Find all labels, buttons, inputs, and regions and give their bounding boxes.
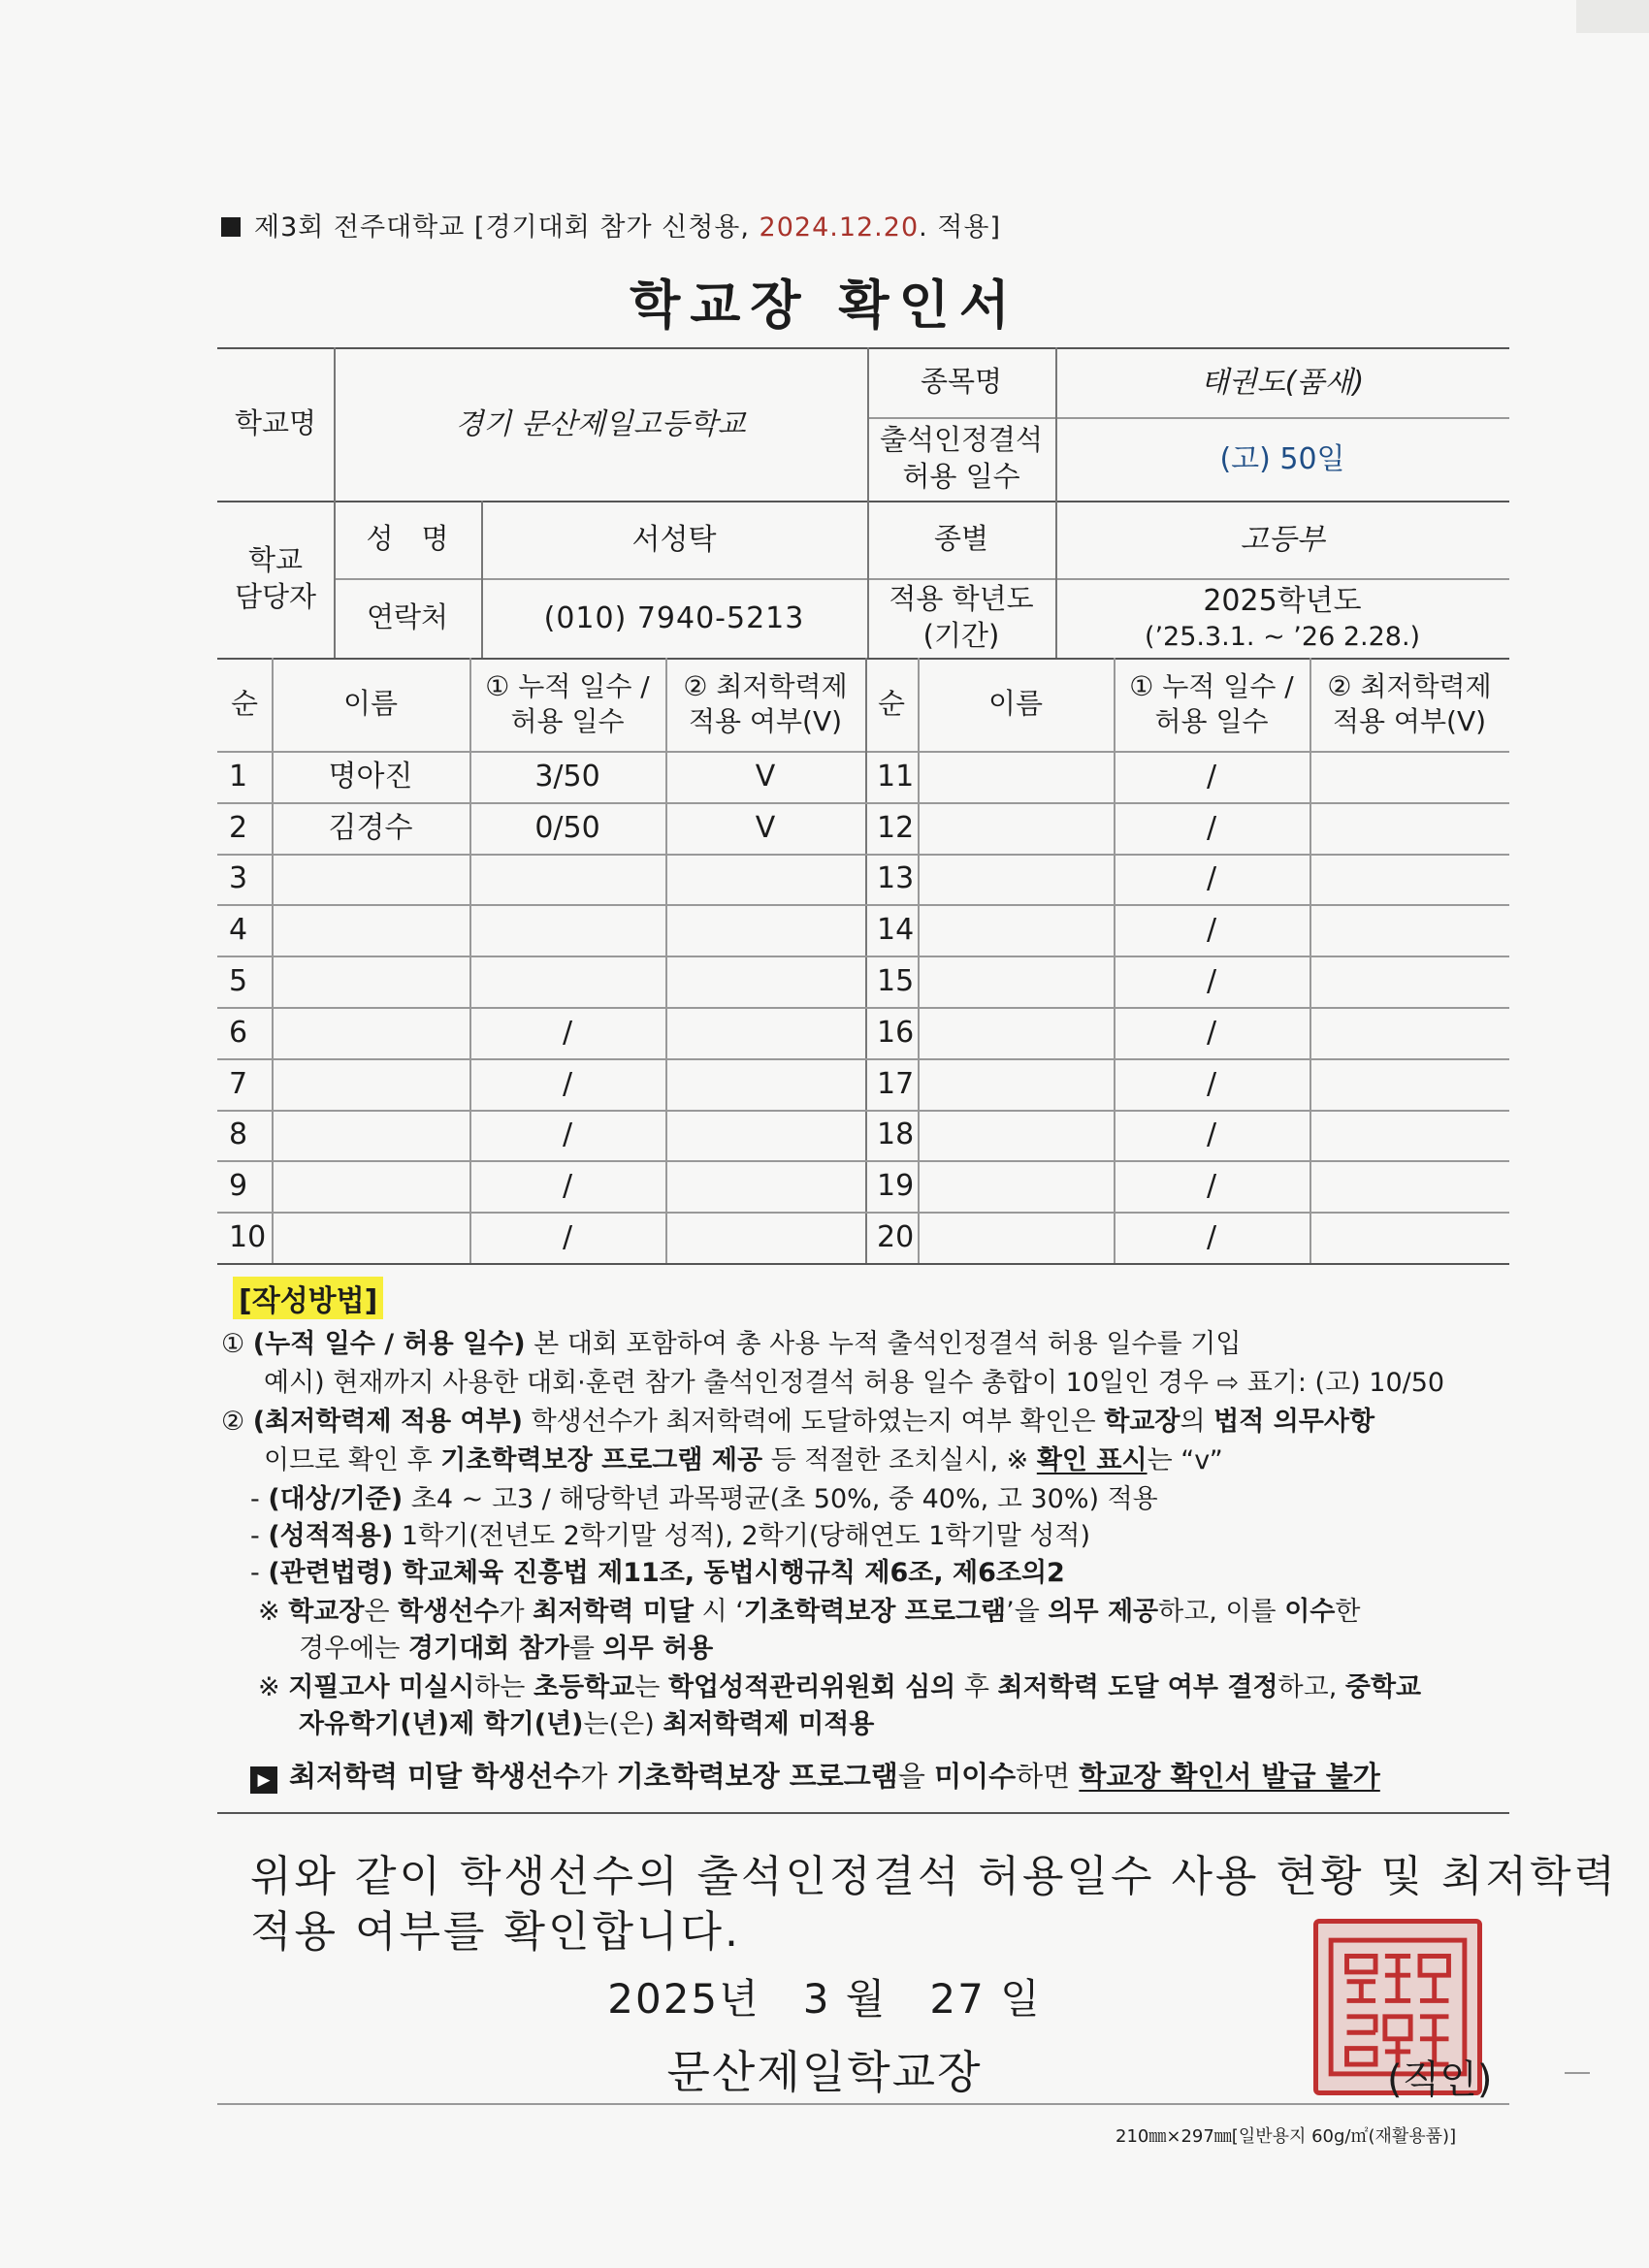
arrow-box-icon: ▶: [250, 1766, 277, 1794]
table-cell-check: [1310, 1007, 1509, 1058]
table-cell-check: [1310, 956, 1509, 1007]
year-label-line1: 적용 학년도: [889, 582, 1034, 616]
col-no-header: 순: [230, 687, 258, 721]
table-cell-no: 17: [877, 1066, 915, 1101]
table-cell-days: /: [1206, 1169, 1217, 1204]
name-value: 서성탁: [631, 522, 717, 557]
table-cell-no: 7: [229, 1066, 248, 1101]
t: 은: [364, 1597, 399, 1627]
header-date: 2024.12.20: [759, 212, 920, 243]
table-cell-check: [1310, 802, 1509, 854]
t: 지필고사 미실시: [288, 1672, 475, 1702]
year-label: [867, 578, 1055, 658]
table-cell-check: [1310, 1212, 1509, 1263]
principal-name: 문산제일학교장: [666, 2046, 983, 2098]
table-cell-no: 20: [877, 1220, 915, 1255]
t: 최저학력 미달 학생선수: [289, 1760, 581, 1793]
table-cell-days: 0/50: [534, 810, 600, 845]
t: 시 ‘: [694, 1597, 744, 1627]
table-cell-name: 김경수: [328, 810, 413, 845]
table-cell-check: [665, 1110, 865, 1161]
table-cell-check: [1310, 1110, 1509, 1161]
t: 최저학력제 미적용: [663, 1709, 875, 1739]
howto-line-8: [258, 1597, 1360, 1628]
table-cell-name: [272, 1110, 469, 1161]
col-min-line2: 적용 여부(V): [1332, 705, 1487, 737]
t: 가: [499, 1597, 534, 1627]
class-label: 종별: [933, 522, 989, 556]
scan-corner: [1576, 0, 1649, 33]
event-value: 태권도(품새): [1200, 365, 1365, 400]
table-cell-no: 9: [229, 1169, 248, 1204]
t: -: [250, 1521, 269, 1551]
t: 경기대회 참가: [407, 1634, 569, 1664]
table-cell-name: [272, 904, 469, 956]
t: 기초학력보장 프로그램: [743, 1597, 1007, 1627]
notice-line: [250, 1760, 1380, 1794]
manager-label-line2: 담당자: [234, 580, 317, 613]
square-bullet-icon: [221, 217, 241, 237]
table-cell-name: [918, 751, 1114, 802]
t: (누적 일수 / 허용 일수): [252, 1329, 526, 1359]
table-cell-no: 3: [229, 861, 248, 896]
table-cell-check: V: [755, 759, 776, 794]
t: 한: [1335, 1597, 1361, 1627]
t: 하면: [1016, 1760, 1080, 1793]
contact-label: 연락처: [366, 600, 449, 634]
col-days-line1: ① 누적 일수 /: [1129, 669, 1294, 702]
col-min-header: [665, 658, 865, 751]
t: 후: [955, 1672, 998, 1702]
col-days-line1: ① 누적 일수 /: [485, 669, 650, 702]
header-suffix: . 적용]: [919, 212, 1001, 243]
howto-line-11: [299, 1709, 874, 1740]
table-cell-days: /: [1206, 1015, 1217, 1050]
year-value: [1055, 578, 1509, 658]
table-cell-no: 11: [877, 759, 915, 794]
table-cell-name: [918, 802, 1114, 854]
t: 이수: [1284, 1597, 1336, 1627]
table-cell-check: [665, 1160, 865, 1212]
school-label: 학교명: [234, 406, 317, 440]
howto-line-6: [250, 1521, 1090, 1552]
table-cell-check: [665, 854, 865, 905]
t: 이므로 확인 후: [264, 1445, 441, 1475]
rule: [217, 1263, 1509, 1265]
table-cell-check: [665, 956, 865, 1007]
t: 을: [897, 1760, 935, 1793]
school-value: 경기 문산제일고등학교: [455, 406, 746, 441]
table-cell-no: 8: [229, 1118, 248, 1152]
table-cell-check: [665, 1058, 865, 1110]
t: 는 “v”: [1147, 1445, 1223, 1475]
howto-heading: [작성방법]: [233, 1277, 383, 1319]
col-days-header-right: [1114, 658, 1310, 751]
table-cell-name: [918, 1212, 1114, 1263]
table-cell-no: 6: [229, 1015, 248, 1050]
table-cell-name: [272, 854, 469, 905]
table-cell-check: [1310, 904, 1509, 956]
col-min-line2: 적용 여부(V): [688, 705, 843, 737]
header-line: [221, 206, 1001, 243]
howto-line-3: [221, 1407, 1374, 1438]
t: (최저학력제 적용 여부): [252, 1407, 524, 1437]
col-min-header-right: [1310, 658, 1509, 751]
t: 하는: [474, 1672, 534, 1702]
table-cell-days: /: [1206, 861, 1217, 896]
howto-line-7: [250, 1558, 1065, 1589]
table-cell-check: [1310, 751, 1509, 802]
t: 의무 허용: [602, 1634, 714, 1664]
table-cell-days: /: [562, 1066, 573, 1101]
table-cell-days: /: [562, 1169, 573, 1204]
t: 학교장: [288, 1597, 365, 1627]
table-cell-days: [469, 854, 665, 905]
rule: [217, 2103, 1509, 2105]
t: ※: [258, 1672, 289, 1702]
table-cell-check: [1310, 1160, 1509, 1212]
howto-line-4: [264, 1445, 1223, 1476]
t: -: [250, 1484, 269, 1514]
table-cell-name: [272, 1212, 469, 1263]
howto-line-9: [299, 1634, 713, 1665]
page-title: 학교장 확인서: [630, 275, 1019, 336]
table-cell-days: /: [1206, 759, 1217, 794]
table-cell-name: [918, 904, 1114, 956]
t: 하고,: [1277, 1672, 1345, 1702]
t: 기초학력보장 프로그램: [616, 1760, 898, 1793]
table-cell-no: 16: [877, 1015, 915, 1050]
t: (관련법령) 학교체육 진흥법 제11조, 동법시행규칙 제6조, 제6조의2: [268, 1558, 1065, 1588]
t: 가: [580, 1760, 617, 1793]
table-cell-check: [665, 1007, 865, 1058]
contact-value: (010) 7940-5213: [543, 600, 805, 635]
t: ①: [221, 1329, 253, 1359]
col-name-header-right: 이름: [987, 687, 1044, 721]
manager-label-line1: 학교: [247, 543, 304, 577]
table-cell-name: [272, 1007, 469, 1058]
table-cell-name: 명아진: [328, 759, 413, 794]
col-no-header-right: 순: [877, 687, 905, 721]
table-cell-name: [918, 956, 1114, 1007]
table-cell-name: [272, 956, 469, 1007]
table-cell-days: /: [1206, 810, 1217, 845]
t: 1학기(전년도 2학기말 성적), 2학기(당해연도 1학기말 성적): [393, 1521, 1090, 1551]
table-cell-days: /: [562, 1015, 573, 1050]
event-label: 종목명: [920, 365, 1003, 399]
table-cell-no: 4: [229, 913, 248, 948]
t: 최저학력 미달: [533, 1597, 695, 1627]
col-name-header: 이름: [342, 687, 399, 721]
table-cell-name: [918, 1160, 1114, 1212]
col-days-line2: 허용 일수: [1154, 705, 1269, 737]
t: 학교장 확인서 발급 불가: [1079, 1760, 1380, 1793]
paper-spec-note: 210㎜×297㎜[일반용지 60g/㎡(재활용품)]: [1116, 2126, 1457, 2147]
howto-line-5: [250, 1484, 1158, 1515]
t: ’을: [1006, 1597, 1049, 1627]
table-cell-no: 15: [877, 964, 915, 999]
table-cell-days: [469, 904, 665, 956]
t: 본 대회 포함하여 총 사용 누적 출석인정결석 허용 일수를 기입: [525, 1329, 1242, 1359]
table-cell-check: V: [755, 810, 776, 845]
table-cell-name: [272, 1160, 469, 1212]
t: 초4 ~ 고3 / 해당학년 과목평균(초 50%, 중 40%, 고 30%) 적용: [403, 1484, 1158, 1514]
table-cell-no: 19: [877, 1169, 915, 1204]
table-cell-no: 5: [229, 964, 248, 999]
t: 최저학력 도달 여부 결정: [997, 1672, 1278, 1702]
t: 의무 제공: [1048, 1597, 1159, 1627]
t: 초등학교: [533, 1672, 635, 1702]
confirm-date: 2025년 3 월 27 일: [607, 1975, 1042, 2023]
t: 학생선수가 최저학력에 도달하였는지 여부 확인은: [523, 1407, 1105, 1437]
year-label-line2: (기간): [922, 619, 1000, 652]
allow-label-line1: 출석인정결석: [879, 423, 1044, 457]
table-cell-days: /: [1206, 913, 1217, 948]
table-cell-no: 14: [877, 913, 915, 948]
t: (성적적용): [268, 1521, 394, 1551]
howto-line-10: [258, 1672, 1421, 1703]
col-min-line1: ② 최저학력제: [1327, 669, 1492, 702]
t: -: [250, 1558, 269, 1588]
table-cell-name: [272, 1058, 469, 1110]
col-days-header: [469, 658, 665, 751]
manager-label: [217, 501, 334, 658]
t: 학생선수: [398, 1597, 500, 1627]
table-cell-days: /: [1206, 1066, 1217, 1101]
howto-line-1: [221, 1329, 1241, 1360]
t: ②: [221, 1407, 253, 1437]
col-min-line1: ② 최저학력제: [683, 669, 848, 702]
t: 확인 표시: [1036, 1445, 1148, 1475]
allow-label: [867, 417, 1055, 501]
table-cell-check: [665, 904, 865, 956]
table-cell-days: [469, 956, 665, 1007]
t: (대상/기준): [268, 1484, 404, 1514]
t: 학업성적관리위원회 심의: [667, 1672, 956, 1702]
rule: [217, 1812, 1509, 1814]
howto-line-2: 예시) 현재까지 사용한 대회·훈련 참가 출석인정결석 허용 일수 총합이 10일인 경우 ⇨ 표기: (고) 10/50: [264, 1368, 1445, 1398]
t: 는(은): [583, 1709, 663, 1739]
table-cell-name: [918, 1058, 1114, 1110]
table-cell-no: 10: [229, 1220, 267, 1255]
table-cell-no: 13: [877, 861, 915, 896]
margin-mark: [1565, 2072, 1590, 2074]
header-prefix: 제3회 전주대학교 [경기대회 참가 신청용,: [254, 212, 760, 243]
t: 학교장: [1104, 1407, 1180, 1437]
table-cell-days: /: [1206, 1220, 1217, 1255]
t: 자유학기(년)제 학기(년): [299, 1709, 584, 1739]
table-cell-no: 12: [877, 810, 915, 845]
t: 의: [1180, 1407, 1214, 1437]
confirm-line-2: 적용 여부를 확인합니다.: [250, 1907, 741, 1957]
name-label: 성 명: [366, 522, 449, 556]
table-cell-days: /: [1206, 964, 1217, 999]
t: 법적 의무사항: [1213, 1407, 1375, 1437]
table-cell-days: 3/50: [534, 759, 600, 794]
t: 를: [568, 1634, 603, 1664]
table-cell-check: [1310, 1058, 1509, 1110]
t: 미이수: [934, 1760, 1017, 1793]
t: 는: [634, 1672, 668, 1702]
table-cell-days: /: [562, 1118, 573, 1152]
col-days-line2: 허용 일수: [510, 705, 625, 737]
table-cell-check: [1310, 854, 1509, 905]
class-value: 고등부: [1240, 522, 1325, 557]
table-cell-name: [918, 1110, 1114, 1161]
allow-value: (고) 50일: [1219, 441, 1345, 476]
table-cell-name: [918, 854, 1114, 905]
confirm-line-1: 위와 같이 학생선수의 출석인정결석 허용일수 사용 현황 및 최저학력: [250, 1852, 1618, 1901]
table-cell-no: 1: [229, 759, 248, 794]
table-cell-name: [918, 1007, 1114, 1058]
t: 중학교: [1344, 1672, 1422, 1702]
table-cell-no: 18: [877, 1118, 915, 1152]
year-value-line2: (’25.3.1. ~ ’26 2.28.): [1144, 621, 1421, 652]
t: 기초학력보장 프로그램 제공: [440, 1445, 763, 1475]
allow-label-line2: 허용 일수: [902, 460, 1020, 493]
year-value-line1: 2025학년도: [1203, 583, 1362, 618]
t: 경우에는: [299, 1634, 408, 1664]
table-cell-no: 2: [229, 810, 248, 845]
t: 하고, 이를: [1158, 1597, 1285, 1627]
table-cell-days: /: [562, 1220, 573, 1255]
table-cell-days: /: [1206, 1118, 1217, 1152]
t: 등 적절한 조치실시, ※: [762, 1445, 1037, 1475]
t: ※: [258, 1597, 289, 1627]
seal-label: (직인): [1387, 2057, 1493, 2102]
table-cell-check: [665, 1212, 865, 1263]
